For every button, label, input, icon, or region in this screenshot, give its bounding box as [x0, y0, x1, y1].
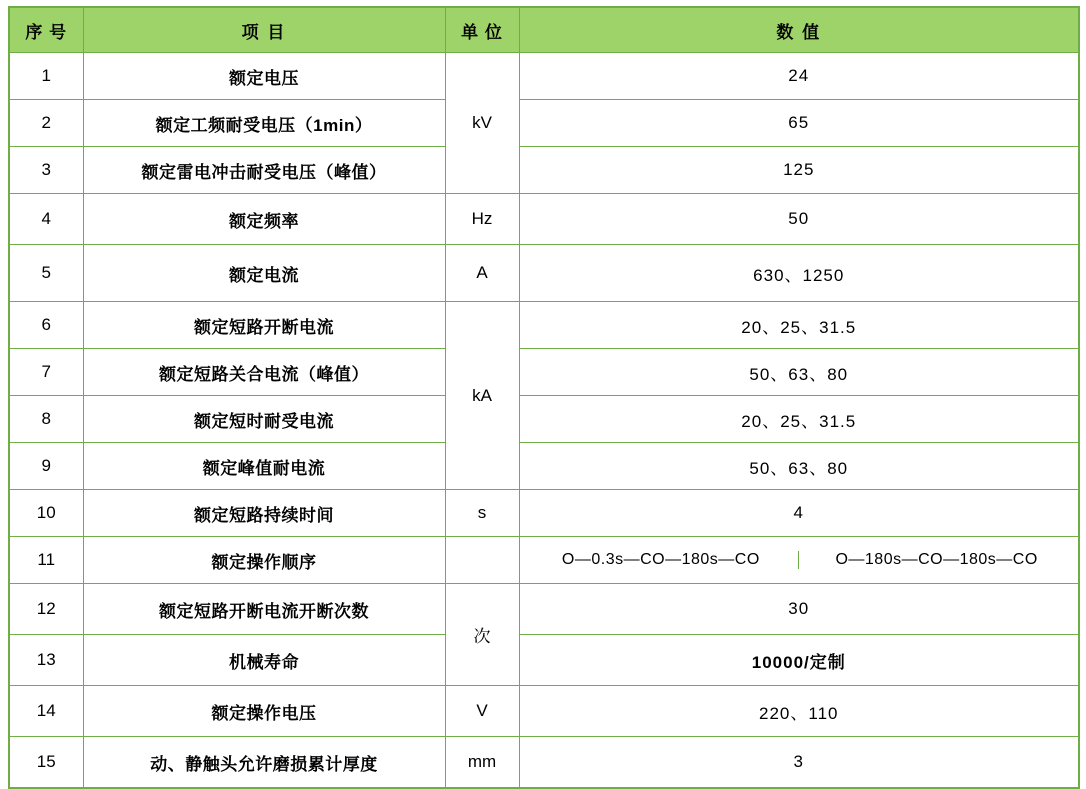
- row-no: 3: [9, 147, 83, 194]
- row-no: 9: [9, 443, 83, 490]
- header-unit: 单 位: [445, 7, 519, 53]
- row-no: 11: [9, 537, 83, 584]
- header-no: 序 号: [9, 7, 83, 53]
- row-value: 10000/定制: [519, 635, 1079, 686]
- row-no: 6: [9, 302, 83, 349]
- row-item: 动、静触头允许磨损累计厚度: [83, 737, 445, 789]
- table-row: [9, 635, 1079, 686]
- row-unit: kA: [445, 302, 519, 490]
- row-item: 额定短路开断电流开断次数: [83, 584, 445, 635]
- row-item: 额定操作顺序: [83, 537, 445, 584]
- row-unit: A: [445, 245, 519, 302]
- row-value: 20、25、31.5: [519, 396, 1079, 443]
- row-unit: [445, 537, 519, 584]
- row-no: 8: [9, 396, 83, 443]
- table-row: [9, 686, 1079, 737]
- row-value: 50: [519, 194, 1079, 245]
- row-item: 额定电压: [83, 53, 445, 100]
- row-no: 7: [9, 349, 83, 396]
- row-no: 10: [9, 490, 83, 537]
- row-no: 15: [9, 737, 83, 789]
- operating-sequence-option-2: O—180s—CO—180s—CO: [835, 551, 1038, 568]
- row-item: 额定短路持续时间: [83, 490, 445, 537]
- row-no: 1: [9, 53, 83, 100]
- row-item: 额定雷电冲击耐受电压（峰值）: [83, 147, 445, 194]
- row-no: 14: [9, 686, 83, 737]
- table-body: [9, 53, 1079, 789]
- table-row: [9, 443, 1079, 490]
- row-item: 额定峰值耐电流: [83, 443, 445, 490]
- row-unit: V: [445, 686, 519, 737]
- table-row: [9, 245, 1079, 302]
- table-row: [9, 737, 1079, 789]
- table-row: [9, 194, 1079, 245]
- row-value: 3: [519, 737, 1079, 789]
- table-row: [9, 396, 1079, 443]
- row-unit: s: [445, 490, 519, 537]
- row-value: 50、63、80: [519, 349, 1079, 396]
- table-header: [9, 7, 1079, 53]
- table-row: [9, 349, 1079, 396]
- table-row: [9, 584, 1079, 635]
- row-item: 机械寿命: [83, 635, 445, 686]
- row-value: 30: [519, 584, 1079, 635]
- row-no: 5: [9, 245, 83, 302]
- row-item: 额定短路关合电流（峰值）: [83, 349, 445, 396]
- row-no: 13: [9, 635, 83, 686]
- row-no: 4: [9, 194, 83, 245]
- table-row: [9, 53, 1079, 100]
- row-unit: 次: [445, 584, 519, 686]
- row-value: 125: [519, 147, 1079, 194]
- row-no: 12: [9, 584, 83, 635]
- row-value: 24: [519, 53, 1079, 100]
- table-row: [9, 490, 1079, 537]
- row-value: 65: [519, 100, 1079, 147]
- row-item: 额定操作电压: [83, 686, 445, 737]
- row-value-split: [519, 537, 1079, 584]
- row-item: 额定电流: [83, 245, 445, 302]
- row-no: 2: [9, 100, 83, 147]
- operating-sequence-option-1: O—0.3s—CO—180s—CO: [524, 551, 800, 569]
- row-unit: mm: [445, 737, 519, 789]
- row-item: 额定频率: [83, 194, 445, 245]
- row-unit: Hz: [445, 194, 519, 245]
- specification-table: [8, 6, 1080, 789]
- header-row: [9, 7, 1079, 53]
- table-row: [9, 537, 1079, 584]
- row-value: 220、110: [519, 686, 1079, 737]
- row-unit: kV: [445, 53, 519, 194]
- row-item: 额定短路开断电流: [83, 302, 445, 349]
- table-row: [9, 147, 1079, 194]
- table-row: [9, 302, 1079, 349]
- row-value: 50、63、80: [519, 443, 1079, 490]
- row-value: 630、1250: [519, 245, 1079, 302]
- row-value: 20、25、31.5: [519, 302, 1079, 349]
- row-item: 额定工频耐受电压（1min）: [83, 100, 445, 147]
- header-value: 数 值: [519, 7, 1079, 53]
- row-value: 4: [519, 490, 1079, 537]
- header-item: 项 目: [83, 7, 445, 53]
- row-item: 额定短时耐受电流: [83, 396, 445, 443]
- table-row: [9, 100, 1079, 147]
